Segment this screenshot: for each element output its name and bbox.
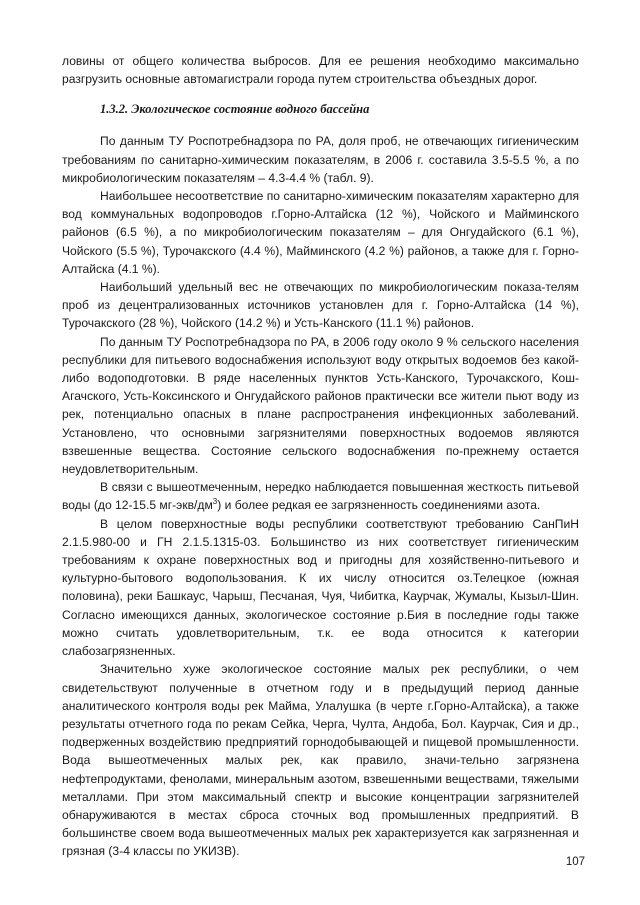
hardness-text-after: ) и более редкая ее загрязненность соединениями азота.	[217, 498, 541, 513]
paragraph-sampling-share: По данным ТУ Роспотребнадзора по РА, доля проб, не отвечающих гигиеническим требованиям по санитарно-химическим показателям, в 2006 г. составила 3.5-5.5 %, а по микробиологическим показателям – 4.3-4.4 % (табл. 9).	[62, 134, 579, 185]
paragraph-small-rivers: Значительно хуже экологическое состояние малых рек республики, о чем свидетельствуют полученные в отчетном году и в предыдущий период данные аналитического контроля воды рек Майма, Улалушка (в черте г.Горно-Алтайска), а также результаты отчетного года по рекам Сейка, Черга, Чулта, Андоба, Бол. Каурчак, Сия и др., подверженных воздействию предприятий горнодобывающей и пищевой промышленности. Вода вышеотмеченных малых рек, как правило, значи-тельно загрязнена нефтепродуктами, фенолами, минеральным азотом, взвешенными веществами, тяжелыми металлами. При этом максимальный спектр и высокие концентрации загрязнителей обнаруживаются в местах сброса сточных вод промышленных предприятий. В большинстве своем вода вышеотмеченных малых рек характеризуется как загрязненная и грязная (3-4 классы по УКИЗВ).	[62, 662, 579, 859]
paragraph-decentralized-sources: Наибольший удельный вес не отвечающих по микробиологическим показа-телям проб из децентрализованных источников установлен для г. Горно-Алтайска (14 %), Турочакского (28 %), Чойского (14.2 %) и Усть-Канского (11.1 %) районов.	[62, 280, 579, 331]
page-number: 107	[565, 856, 585, 868]
paragraph-rural-water-supply: По данным ТУ Роспотребнадзора по РА, в 2006 году около 9 % сельского населения республики для питьевого водоснабжения используют воду открытых водоемов без какой-либо водоподготовки. В ряде населенных пунктов Усть-Канского, Турочакского, Кош-Агачского, Усть-Коксинского и Онгудайского районов практически все жители пьют воду из рек, потенциально опасных в плане распространения инфекционных заболеваний. Установлено, что основными загрязнителями поверхностных водоемов являются взвешенные вещества. Состояние сельского водоснабжения по-прежнему остается неудовлетворительным.	[62, 334, 579, 477]
paragraph-largest-mismatch: Наибольшее несоответствие по санитарно-химическим показателям характерно для вод коммунальных водопроводов г.Горно-Алтайска (12 %), Чойского и Майминского районов (6.5 %), а по микробиологическим показателям – для Онгудайского (6.1 %), Чойского (5.5 %), Турочакского (4.4 %), Майминского (4.2 %) районов, а также для г. Горно-Алтайска (4.1 %).	[62, 189, 579, 276]
intro-paragraph: ловины от общего количества выбросов. Для ее решения необходимо максимально разгрузить основные автомагистрали города путем строительства объездных дорог.	[62, 54, 579, 87]
paragraph-surface-waters: В целом поверхностные воды республики соответствуют требованию СанПиН 2.1.5.980-00 и ГН 2.1.5.1315-03. Большинство из них соответствует гигиеническим требованиям к охране поверхностных вод и пригодны для хозяйственно-питьевого и культурно-бытового водопользования. К их числу относится оз.Телецкое (южная половина), реки Башкаус, Чарыш, Песчаная, Чуя, Чибитка, Каурчак, Жумалы, Кызыл-Шин. Согласно имеющихся данных, экологическое состояние р.Бия в последние годы также можно считать удовлетворительным, т.к. ее вода относится к категории слабозагрязненных.	[62, 516, 579, 659]
page-body	[62, 52, 579, 861]
section-heading: 1.3.2. Экологическое состояние водного бассейна	[100, 102, 370, 117]
paragraph-water-hardness	[62, 478, 579, 514]
hardness-text-before: В связи с вышеотмеченным, нередко наблюдается повышенная жесткость питьевой воды (до 12-15.5 мг-экв/дм	[62, 480, 579, 513]
cubic-superscript: 3	[212, 497, 218, 507]
